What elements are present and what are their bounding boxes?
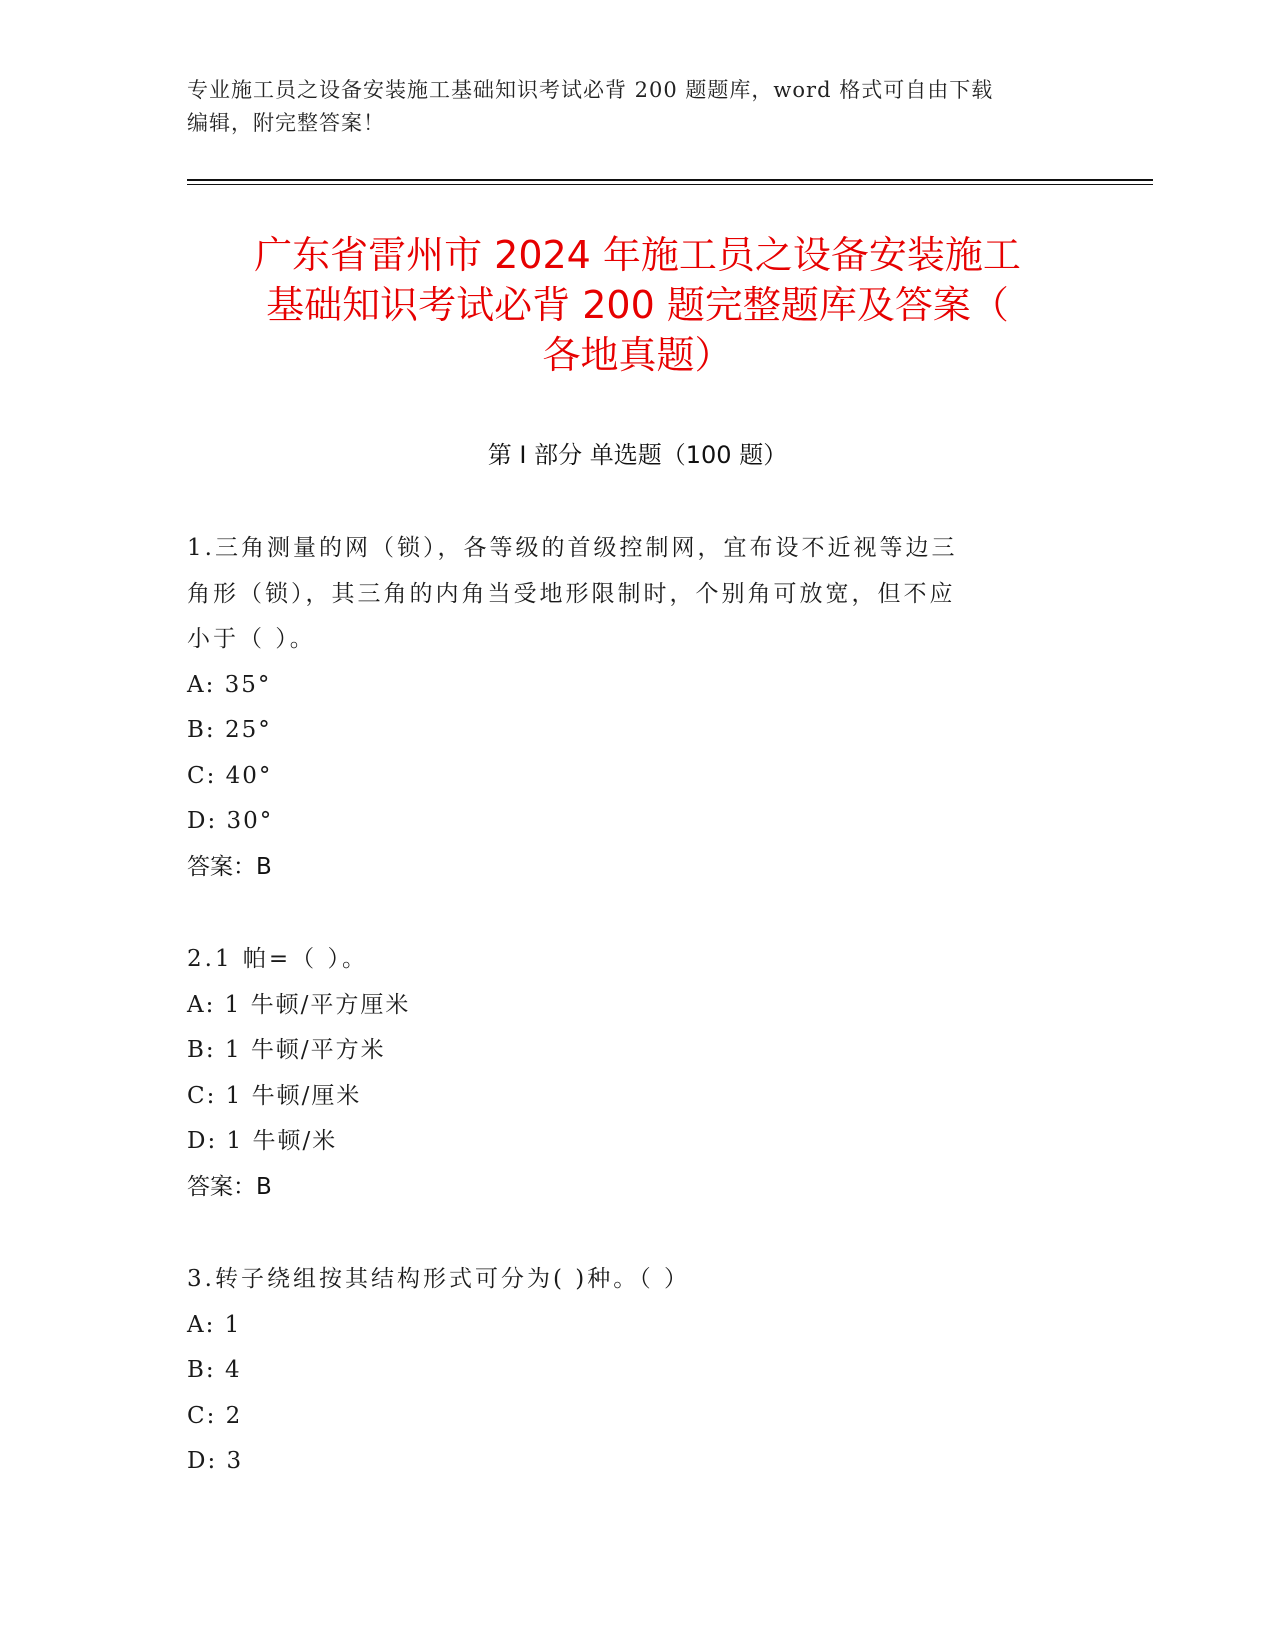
header-divider-thick [187,179,1153,181]
header-note-line-2: 编辑，附完整答案！ [187,111,385,135]
question-2-option-d: D: 1 牛顿/米 [187,1128,338,1154]
title-line-1: 广东省雷州市 2024 年施工员之设备安装施工 [254,233,1021,277]
question-list [187,526,1067,1532]
header-divider-thin [187,184,1153,185]
question-2-option-b: B: 1 牛顿/平方米 [187,1037,386,1063]
question-1-option-c: C: 40° [187,762,273,789]
section-title: 第 I 部分 单选题（100 题） [487,441,788,469]
question-3 [187,1257,1067,1485]
question-1-option-b: B: 25° [187,717,272,743]
question-2-option-c: C: 1 牛顿/厘米 [187,1082,362,1109]
question-1-text-line-3: 小于（ ）。 [187,626,316,652]
question-2-answer: 答案：B [187,1173,272,1200]
title-line-3: 各地真题） [542,333,733,377]
question-1 [187,526,1067,890]
question-3-option-b: B: 4 [187,1357,242,1383]
question-3-option-d: D: 3 [187,1448,244,1474]
header-note [187,74,1087,140]
question-2-option-a: A: 1 牛顿/平方厘米 [187,991,411,1018]
header-note-line-1: 专业施工员之设备安装施工基础知识考试必背 200 题题库，word 格式可自由下载 [187,78,994,102]
question-1-answer: 答案：B [187,853,272,880]
question-2-text-line-1: 2.1 帕=（ ）。 [187,946,368,972]
question-1-option-a: A: 35° [187,671,272,698]
question-1-option-d: D: 30° [187,808,274,834]
question-3-text-line-1: 3.转子绕组按其结构形式可分为( )种。（ ） [187,1266,691,1292]
question-1-text-line-2: 角形（锁），其三角的内角当受地形限制时，个别角可放宽，但不应 [187,580,956,607]
question-3-option-c: C: 2 [187,1402,243,1429]
question-1-text-line-1: 1.三角测量的网（锁），各等级的首级控制网，宜布设不近视等边三 [187,535,958,561]
document-title [140,230,1135,380]
title-line-2: 基础知识考试必背 200 题完整题库及答案（ [266,283,1009,327]
question-2 [187,937,1067,1210]
question-3-option-a: A: 1 [187,1311,242,1338]
